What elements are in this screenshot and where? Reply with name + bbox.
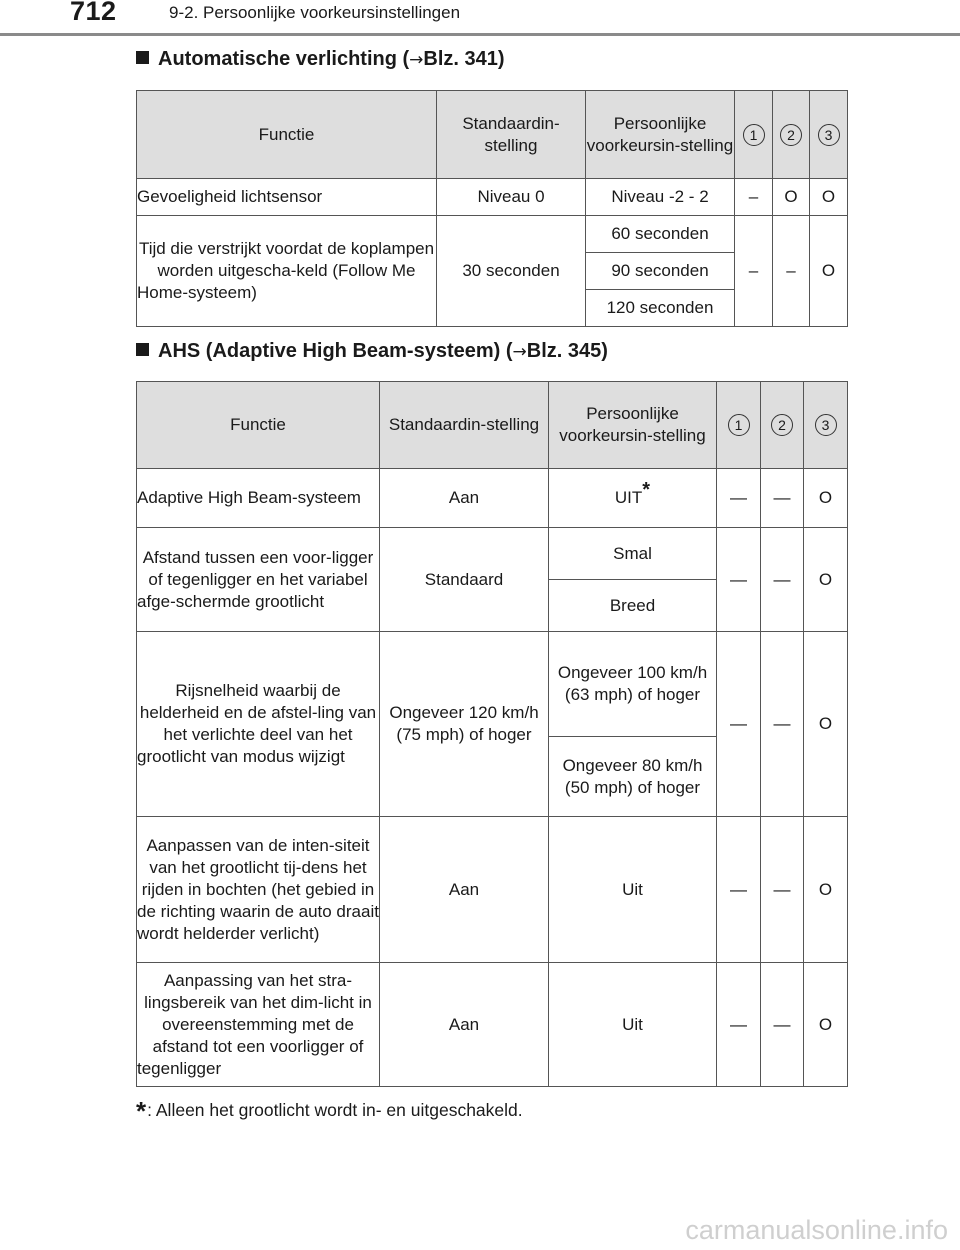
table-row	[137, 963, 848, 1087]
circled-number-1-icon: 1	[743, 124, 765, 146]
header-col-2	[773, 91, 810, 179]
setting-cell-3: O	[804, 528, 848, 632]
header-rule	[0, 33, 960, 36]
arrow-icon: →	[512, 342, 527, 362]
function-cell: Rijsnelheid waarbij de helderheid en de afstel-ling van het verlichte deel van het grootlicht van modus wijzigt	[137, 632, 380, 817]
setting-cell-2: —	[761, 469, 804, 528]
function-cell: Tijd die verstrijkt voordat de koplampen worden uitgescha-keld (Follow Me Home-systeem)	[137, 216, 437, 327]
header-col-2	[761, 382, 804, 469]
header-custom: Persoonlijke voorkeursin-stelling	[586, 91, 735, 179]
circled-number-1-icon: 1	[728, 414, 750, 436]
table-row	[137, 469, 848, 528]
custom-cell: Uit	[549, 817, 717, 963]
page-header	[0, 0, 960, 36]
footnote-text: : Alleen het grootlicht wordt in- en uitgeschakeld.	[147, 1100, 523, 1120]
header-default: Standaardin-stelling	[437, 91, 586, 179]
header-col-3	[804, 382, 848, 469]
function-cell: Afstand tussen een voor-ligger of tegenligger en het variabel afge-schermde grootlicht	[137, 528, 380, 632]
default-cell: Niveau 0	[437, 179, 586, 216]
custom-cell: 60 seconden	[586, 216, 735, 253]
default-cell: Standaard	[380, 528, 549, 632]
section-title-ahs: AHS (Adaptive High Beam-systeem) (→Blz. 345)	[136, 340, 608, 363]
header-function: Functie	[137, 91, 437, 179]
setting-cell-1: —	[717, 469, 761, 528]
watermark: carmanualsonline.info	[685, 1215, 948, 1245]
default-cell: Aan	[380, 469, 549, 528]
default-cell: Aan	[380, 817, 549, 963]
setting-cell-3: O	[804, 963, 848, 1087]
custom-cell: Ongeveer 100 km/h (63 mph) of hoger	[549, 632, 717, 737]
section-bullet-icon	[136, 343, 149, 356]
setting-cell-1: —	[717, 963, 761, 1087]
table-row	[137, 216, 848, 253]
header-col-3	[810, 91, 848, 179]
setting-cell-1: —	[717, 528, 761, 632]
circled-number-2-icon: 2	[780, 124, 802, 146]
automatic-lighting-table	[136, 90, 848, 327]
setting-cell-3: O	[810, 216, 848, 327]
function-cell: Adaptive High Beam-systeem	[137, 469, 380, 528]
table-header-row	[137, 91, 848, 179]
setting-cell-1: –	[735, 216, 773, 327]
circled-number-3-icon: 3	[815, 414, 837, 436]
footnote	[136, 1096, 523, 1127]
section-title-automatic-lighting: Automatische verlichting (→Blz. 341)	[136, 48, 505, 71]
circled-number-3-icon: 3	[818, 124, 840, 146]
chapter-title: 9-2. Persoonlijke voorkeursinstellingen	[169, 3, 461, 22]
setting-cell-2: O	[773, 179, 810, 216]
table-row	[137, 179, 848, 216]
setting-cell-3: O	[804, 469, 848, 528]
setting-cell-2: —	[761, 632, 804, 817]
footnote-marker: *	[642, 479, 651, 501]
setting-cell-2: –	[773, 216, 810, 327]
table-row	[137, 632, 848, 737]
header-custom: Persoonlijke voorkeursin-stelling	[549, 382, 717, 469]
section-bullet-icon	[136, 51, 149, 64]
ahs-table	[136, 381, 848, 1087]
setting-cell-3: O	[804, 817, 848, 963]
setting-cell-1: —	[717, 817, 761, 963]
custom-cell: Uit	[549, 963, 717, 1087]
custom-cell: UIT*	[549, 469, 717, 528]
setting-cell-2: —	[761, 528, 804, 632]
header-function: Functie	[137, 382, 380, 469]
header-default: Standaardin-stelling	[380, 382, 549, 469]
table-row	[137, 817, 848, 963]
custom-cell: Breed	[549, 580, 717, 632]
header-col-1	[735, 91, 773, 179]
custom-cell: 90 seconden	[586, 253, 735, 290]
header-col-1	[717, 382, 761, 469]
default-cell: Aan	[380, 963, 549, 1087]
setting-cell-3: O	[810, 179, 848, 216]
custom-cell: Smal	[549, 528, 717, 580]
footnote-marker: *	[136, 1096, 147, 1126]
circled-number-2-icon: 2	[771, 414, 793, 436]
function-cell: Gevoeligheid lichtsensor	[137, 179, 437, 216]
default-cell: Ongeveer 120 km/h (75 mph) of hoger	[380, 632, 549, 817]
function-cell: Aanpassing van het stra-lingsbereik van het dim-licht in overeenstemming met de afstand tot een voorligger of tegenligger	[137, 963, 380, 1087]
custom-cell: Ongeveer 80 km/h (50 mph) of hoger	[549, 737, 717, 817]
setting-cell-2: —	[761, 817, 804, 963]
setting-cell-1: —	[717, 632, 761, 817]
custom-cell: 120 seconden	[586, 290, 735, 327]
custom-cell: Niveau -2 - 2	[586, 179, 735, 216]
setting-cell-2: —	[761, 963, 804, 1087]
setting-cell-3: O	[804, 632, 848, 817]
function-cell: Aanpassen van de inten-siteit van het grootlicht tij-dens het rijden in bochten (het gebied in de richting waarin de auto draait wordt helderder verlicht)	[137, 817, 380, 963]
table-header-row	[137, 382, 848, 469]
table-row	[137, 528, 848, 580]
default-cell: 30 seconden	[437, 216, 586, 327]
setting-cell-1: –	[735, 179, 773, 216]
page-number: 712	[70, 0, 117, 26]
arrow-icon: →	[409, 50, 424, 70]
